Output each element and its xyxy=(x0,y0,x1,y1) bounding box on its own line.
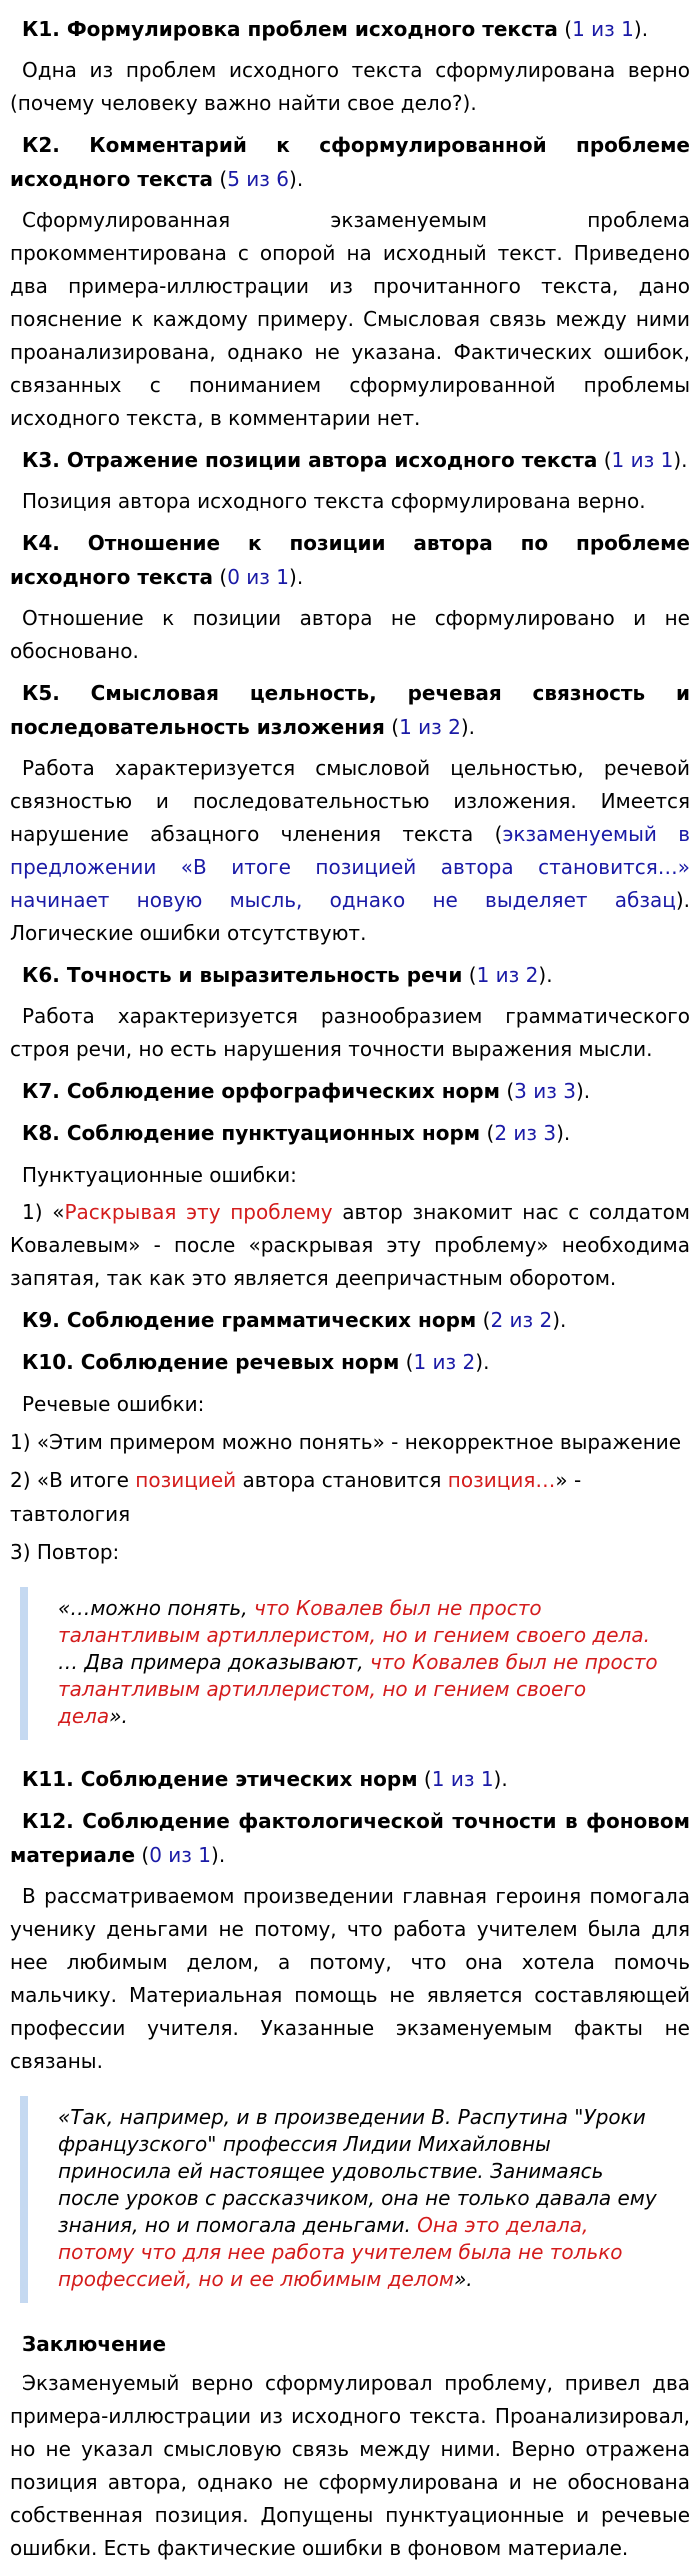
criterion-k10-heading: К10. Соблюдение речевых норм (1 из 2). xyxy=(22,1350,490,1374)
error-list-label: Пунктуационные ошибки: xyxy=(22,1163,297,1187)
criterion-k11-heading: К11. Соблюдение этических норм (1 из 1). xyxy=(22,1767,508,1791)
criterion-score: 0 из 1 xyxy=(149,1843,212,1867)
criterion-k8-heading: К8. Соблюдение пунктуационных норм (2 из 3). xyxy=(22,1121,571,1145)
quote-text: … Два примера доказывают, xyxy=(58,1650,370,1674)
item-text: 1) « xyxy=(22,1200,65,1224)
comment-text: Работа характеризуется смысловой цельностью, речевой связностью и последовательностью изложения. Имеется нарушение абзацного членения текста ( xyxy=(10,756,690,846)
error-highlight: позицией xyxy=(135,1468,237,1492)
criterion-score: 1 из 2 xyxy=(413,1350,476,1374)
criterion-k9-heading: К9. Соблюдение грамматических норм (2 из 2). xyxy=(22,1308,567,1332)
criterion-k4-heading: К4. Отношение к позиции автора по проблеме исходного текста (0 из 1). xyxy=(10,531,690,589)
criterion-k2-heading: К2. Комментарий к сформулированной проблеме исходного текста (5 из 6). xyxy=(10,133,690,191)
quote-error-highlight: что Ковалев был не просто талантливым артиллеристом, но и гением своего дела xyxy=(58,1650,658,1728)
item-text: автора становится xyxy=(236,1468,448,1492)
criterion-k2-comment: Сформулированная экзаменуемым проблема прокомментирована с опорой на исходный текст. Приведено два примера-иллюстрации из прочитанного текста, дано пояснение к каждому примеру. Смысловая связь между ними проанализирована, однако не указана. Фактических ошибок, связанных с пониманием сформулированной проблемы исходного текста, в комментарии нет. xyxy=(10,208,690,430)
criterion-title: К7. Соблюдение орфографических норм xyxy=(22,1079,500,1103)
error-list-item: 3) Повтор: xyxy=(10,1540,120,1564)
item-text: » - тавтология xyxy=(10,1468,582,1526)
criterion-score: 1 из 1 xyxy=(572,17,634,41)
error-list-item: 1) «Этим примером можно понять» - некорректное выражение xyxy=(10,1430,682,1454)
conclusion-text: Экзаменуемый верно сформулировал проблему, привел два примера-иллюстрации из исходного текста. Проанализировал, но не указал смысловую связь между ними. Верно отражена позиция автора, однако не сформулирована и не обоснована собственная позиция. Допущены пунктуационные и речевые ошибки. Есть фактические ошибки в фоновом материале. xyxy=(10,2371,690,2560)
error-list-item xyxy=(10,1196,690,1295)
criterion-score: 2 из 3 xyxy=(494,1121,557,1145)
criterion-k12-heading: К12. Соблюдение фактологической точности в фоновом материале (0 из 1). xyxy=(10,1809,690,1867)
criterion-title: К4. Отношение к позиции автора по проблеме исходного текста xyxy=(10,531,690,589)
criterion-k3-heading: К3. Отражение позиции автора исходного текста (1 из 1). xyxy=(22,448,688,472)
criterion-title: К5. Смысловая цельность, речевая связность и последовательность изложения xyxy=(10,681,690,739)
quote-error-highlight: что Ковалев был не просто талантливым артиллеристом, но и гением своего дела. xyxy=(58,1596,650,1647)
criterion-title: К8. Соблюдение пунктуационных норм xyxy=(22,1121,481,1145)
criterion-title: К11. Соблюдение этических норм xyxy=(22,1767,418,1791)
criterion-title: К2. Комментарий к сформулированной проблеме исходного текста xyxy=(10,133,690,191)
error-highlight: Раскрывая эту проблему xyxy=(64,1200,333,1224)
criterion-score: 5 из 6 xyxy=(227,167,290,191)
conclusion-heading: Заключение xyxy=(22,2332,167,2356)
essay-quote xyxy=(20,1587,676,1740)
criterion-title: К3. Отражение позиции автора исходного текста xyxy=(22,448,598,472)
criterion-title: К6. Точность и выразительность речи xyxy=(22,963,463,987)
criterion-title: К10. Соблюдение речевых норм xyxy=(22,1350,400,1374)
criterion-k5-comment xyxy=(10,752,690,950)
criterion-score: 0 из 1 xyxy=(227,565,290,589)
item-text: 2) «В итоге xyxy=(10,1468,136,1492)
error-highlight: позиция… xyxy=(447,1468,556,1492)
quote-text: ». xyxy=(453,2267,473,2291)
quote-text: ». xyxy=(109,1704,128,1728)
criterion-k3-comment: Позиция автора исходного текста сформулирована верно. xyxy=(22,489,646,513)
criterion-k5-heading: К5. Смысловая цельность, речевая связность и последовательность изложения (1 из 2). xyxy=(10,681,690,739)
error-list-item xyxy=(10,1463,690,1531)
criterion-title: К9. Соблюдение грамматических норм xyxy=(22,1308,477,1332)
criterion-k6-comment: Работа характеризуется разнообразием грамматического строя речи, но есть нарушения точности выражения мысли. xyxy=(10,1004,690,1061)
item-text: автор знакомит нас с солдатом Ковалевым» - после «раскрывая эту проблему» необходима запятая, так как это является деепричастным оборотом. xyxy=(10,1200,690,1290)
quote-error-highlight: Она это делала, потому что для нее работа учителем была не только профессией, но и ее любимым делом xyxy=(58,2213,623,2291)
quote-text: «Так, например, и в произведении В. Распутина "Уроки французского" профессия Лидии Михайловны приносила ей настоящее удовольствие. Занимаясь после уроков с рассказчиком, она не только давала ему знания, но и помогала деньгами. xyxy=(58,2105,657,2237)
criterion-k1-comment: Одна из проблем исходного текста сформулирована верно (почему человеку важно найти свое дело?). xyxy=(10,58,690,115)
error-list-label: Речевые ошибки: xyxy=(22,1392,205,1416)
criterion-k7-heading: К7. Соблюдение орфографических норм (3 из 3). xyxy=(22,1079,591,1103)
criterion-score: 1 из 1 xyxy=(611,448,674,472)
criterion-k4-comment: Отношение к позиции автора не сформулировано и не обосновано. xyxy=(10,606,690,663)
criterion-k12-comment: В рассматриваемом произведении главная героиня помогала ученику деньгами не потому, что работа учителем была для нее любимым делом, а потому, что она хотела помочь мальчику. Материальная помощь не является составляющей профессии учителя. Указанные экзаменуемым факты не связаны. xyxy=(10,1884,690,2073)
criterion-title: К12. Соблюдение фактологической точности в фоновом материале xyxy=(10,1809,690,1867)
criterion-title: К1. Формулировка проблем исходного текста xyxy=(22,17,558,41)
essay-quote xyxy=(20,2096,676,2303)
criterion-score: 1 из 2 xyxy=(399,715,461,739)
comment-text: ). Логические ошибки отсутствуют. xyxy=(10,888,690,945)
criterion-k1-heading: К1. Формулировка проблем исходного текста (1 из 1). xyxy=(22,17,649,41)
criterion-k6-heading: К6. Точность и выразительность речи (1 из 2). xyxy=(22,963,553,987)
criterion-score: 2 из 2 xyxy=(490,1308,553,1332)
highlight-note: экзаменуемый в предложении «В итоге позицией автора становится…» начинает новую мысль, однако не выделяет абзац xyxy=(10,822,691,912)
criterion-score: 1 из 2 xyxy=(476,963,539,987)
quote-text: «…можно понять, xyxy=(58,1596,254,1620)
criterion-score: 3 из 3 xyxy=(514,1079,576,1103)
criterion-score: 1 из 1 xyxy=(431,1767,494,1791)
